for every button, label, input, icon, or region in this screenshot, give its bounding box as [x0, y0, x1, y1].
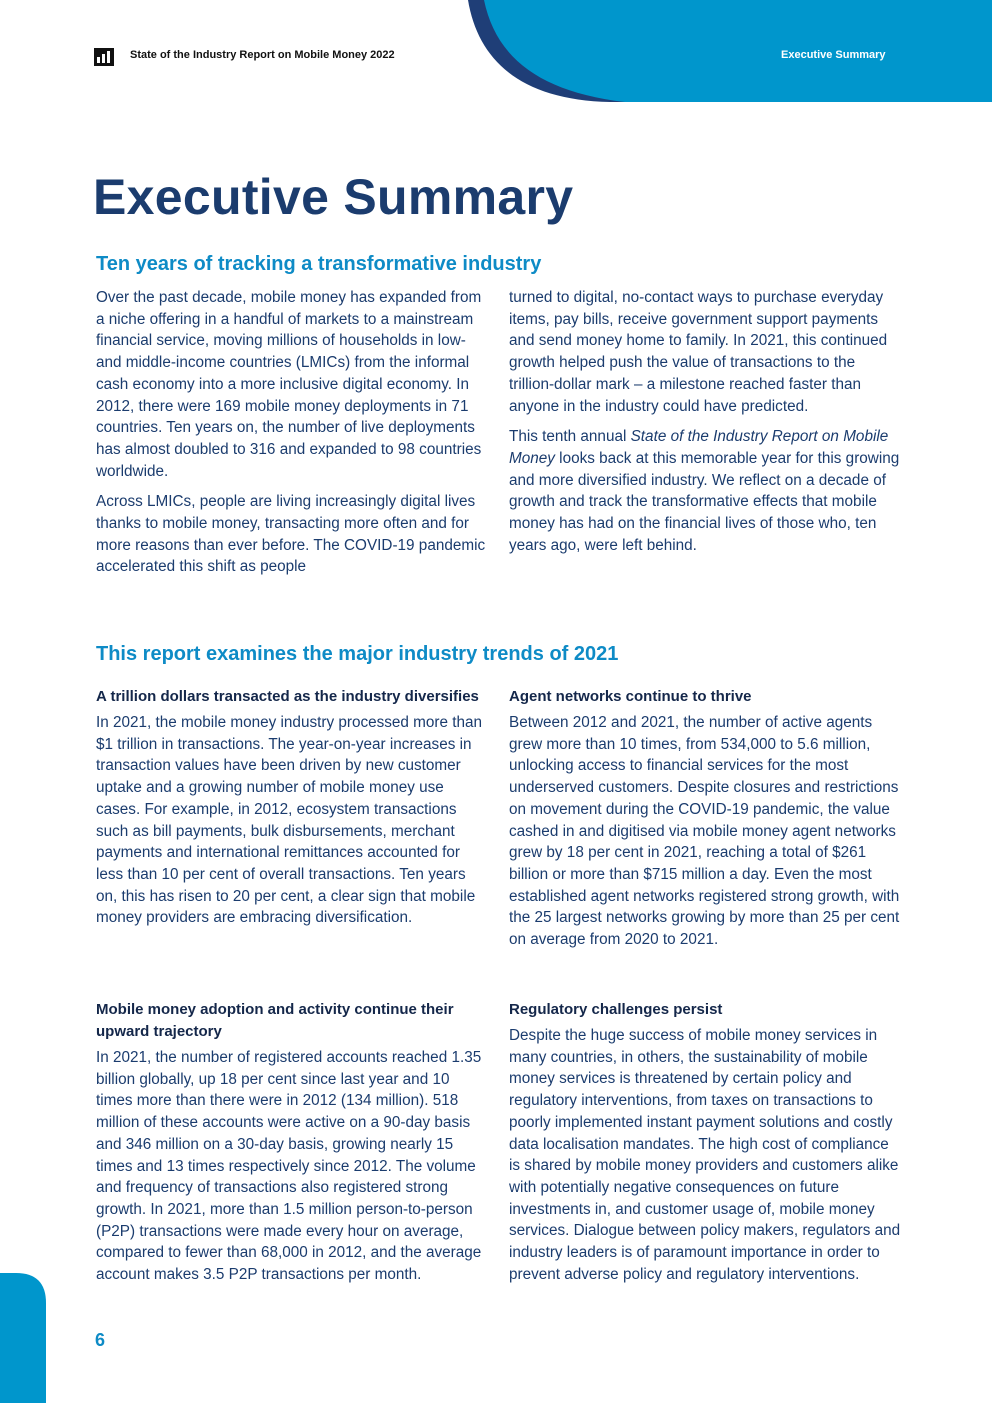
page-number: 6: [95, 1330, 106, 1350]
intro-heading: Ten years of tracking a transformative industry: [96, 253, 542, 275]
report-logo-icon: [94, 48, 114, 66]
intro-paragraph: Over the past decade, mobile money has expanded from a niche offering in a handful of markets to a mainstream financial service, moving millions of households in low- and middle-income countries (LMICs) from the informal cash economy into a more inclusive digital economy. In 2012, there were 169 mobile money deployments in 71 countries. Ten years on, the number of live deployments has almost doubled to 316 and expanded to 98 countries worldwide.: [96, 289, 482, 480]
trend-block: [509, 999, 901, 1285]
trend-title: Regulatory challenges persist: [509, 1001, 723, 1018]
header-wave-blue: [484, 0, 992, 102]
trend-text: In 2021, the mobile money industry processed more than $1 trillion in transactions. The year-on-year increases in transaction values have been driven by new customer uptake and a growing number of mobile money use cases. For example, in 2012, ecosystem transactions such as bill payments, bulk disbursements, merchant payments and international remittances accounted for less than 10 per cent of overall transactions. Ten years on, this has risen to 20 per cent, a clear sign that mobile money providers are embracing diversification.: [96, 714, 483, 927]
intro-text: This tenth annual: [509, 428, 631, 446]
intro-left-column: [96, 287, 488, 578]
trend-title: A trillion dollars transacted as the industry diversifies: [96, 688, 479, 705]
intro-paragraph-report-mention: [509, 426, 901, 556]
intro-right-column: [509, 287, 901, 556]
intro-paragraph: turned to digital, no-contact ways to purchase everyday items, pay bills, receive government support payments and send money home to family. In 2021, this continued growth helped push the value of transactions to the trillion-dollar mark – a milestone reached faster than anyone in the industry could have predicted.: [509, 289, 888, 415]
trend-text: Between 2012 and 2021, the number of active agents grew more than 10 times, from 534,000 to 5.6 million, unlocking access to financial services for the most underserved customers. Despite closures and restrictions on movement during the COVID-19 pandemic, the value cashed in and digitised via mobile money agent networks grew by 18 per cent in 2021, reaching a total of $261 billion or more than $715 million a day. Even the most established agent networks registered strong growth, with the 25 largest networks growing by more than 25 per cent on average from 2020 to 2021.: [509, 714, 900, 949]
trend-block: [509, 686, 901, 951]
header-report-title: State of the Industry Report on Mobile Money 2022: [130, 49, 395, 61]
trend-block: [96, 999, 488, 1286]
trend-title: Mobile money adoption and activity continue their upward trajectory: [96, 1001, 454, 1040]
header-section-label: Executive Summary: [781, 49, 886, 61]
intro-paragraph: Across LMICs, people are living increasingly digital lives thanks to mobile money, transacting more often and for more reasons than ever before. The COVID-19 pandemic accelerated this shift as people: [96, 493, 486, 576]
trend-text: In 2021, the number of registered accounts reached 1.35 billion globally, up 18 per cent since last year and 10 times more than there were in 2012 (134 million). 518 million of these accounts were active on a 90-day basis and 346 million on a 30-day basis, growing nearly 15 times and 13 times respectively since 2012. The volume and frequency of transactions also registered strong growth. In 2021, more than 1.5 million person-to-person (P2P) transactions were made every hour on average, compared to fewer than 68,000 in 2012, and the average account makes 3.5 P2P transactions per month.: [96, 1049, 482, 1284]
intro-text: looks back at this memorable year for this growing and more diversified industry. We reflect on a decade of growth and track the transformative effects that mobile money has had on the financial lives of those who, ten years ago, were left behind.: [509, 449, 900, 554]
trends-heading: This report examines the major industry trends of 2021: [96, 643, 619, 665]
page-title: Executive Summary: [93, 169, 574, 225]
trend-title: Agent networks continue to thrive: [509, 688, 752, 705]
report-title-italic: State of the Industry Report on Mobile Money: [509, 428, 889, 467]
trend-text: Despite the huge success of mobile money services in many countries, in others, the sustainability of mobile money services is threatened by certain policy and regulatory interventions, from taxes on transactions to poorly implemented instant payment solutions and costly data localisation mandates. The high cost of compliance is shared by mobile money providers and customers alike with potentially negative consequences on future investments in, and customer usage of, mobile money services. Dialogue between policy makers, regulators and industry leaders is of paramount importance in order to prevent adverse policy and regulatory interventions.: [509, 1027, 901, 1283]
footer-tab-blue: [0, 1273, 46, 1403]
trend-block: [96, 686, 488, 929]
